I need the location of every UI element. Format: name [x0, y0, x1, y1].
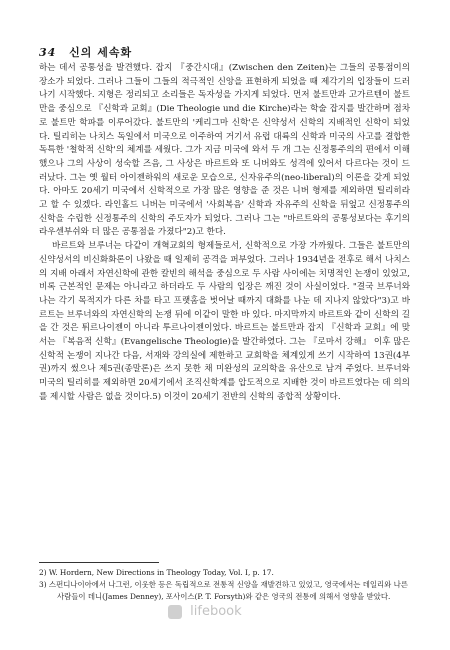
paragraph-2: 바르트와 브루너는 다같이 개혁교회의 형제들로서, 신학적으로 가장 가까웠다. 그들은 불트만의 신약성서의 비신화화론이 나왔을 때 일제히 공격을 퍼부었다. 그러나 1934년을 전후로 해서 나치스의 지배 아래서 자연신학에 관한 칼빈의 해석을 중심으로 두 사람 사이에는 치명적인 논쟁이 있었고, 비록 근본적인 문제는 아니라고 하더라도 두 사람의 입장은 깨진 것이 사실이었다. "결국 브루너와 나는 각기 목적지가 다른 차를 타고 프랫홈을 벗어날 때까지 대화를 나눈 데 지나지 않았다"3)고 바르트는 브루너와의 자연신학의 논쟁 뒤에 이같이 말한 바 있다. 마지막까지 바르트와 같이 신학의 길을 간 것은 튀르나이젠이 아니라 투르나이젠이었다. 바르트는 불트만과 잡지 『신학과 교회』에 맞서는 『복음적 신학』(Evangelische Theologie)을 발간하였다. 그는 『로마서 강해』 이후 많은 신학적 논쟁이 지나간 다음, 서재와 강의실에 제한하고 교회학을 체계있게 쓰기 시작하여 13권(4부 권)까지 썼으나 제5권(종말론)은 쓰지 못한 채 미완성의 교의학을 유산으로 남겨 주었다. 브루너와 미국의 틸리히를 제외하면 20세기에서 조직신학계를 압도적으로 지배한 것이 바르트였다는 데 의의를 제시할 사람은 없을 것이다.5) 이것이 20세기 전반의 신학의 종합적 상황이다. — [39, 241, 410, 402]
chapter-title: 신의 세속화 — [69, 46, 133, 59]
footnote-3: 3) 스펀디나이아에서 나그런, 이웃한 등은 독립적으로 전통적 신앙을 재발견하고 있었고, 영국에서는 데일리와 나른 사람들이 데니(James Denney), 포사이스(P. T. Forsyth)와 같은 영국의 전통에 의해서 영향을 받았다. — [39, 580, 408, 601]
footnotes — [39, 567, 410, 603]
footnote-2: 2) W. Hordern, New Directions in Theology Today, Vol. I, p. 17. — [39, 568, 274, 577]
page-number: 34 — [39, 46, 57, 59]
watermark — [168, 604, 242, 619]
paragraph-1: 하는 데서 공통성을 발견했다. 잡지 『중간시대』(Zwischen den Zeiten)는 그들의 공통점이의 장소가 되었다. 그러나 그들이 그들의 적극적인 신앙을 표현하게 되었을 때 제각기의 입장들이 드러나기 시작했다. 지형은 정리되고 소리들은 독자성을 가지게 되었다. 먼저 불트만과 고가르텐이 불트만을 중심으로 『신학과 교회』(Die Theologie und die Kirche)라는 학술 잡지를 발간하며 점차로 불트만 학파를 이루어갔다. 불트만의 '케리그마 신학'은 신약성서 신학의 지배적인 신학이 되었다. 틸리히는 나치스 독일에서 미국으로 이주하여 거기서 유럽 대륙의 신학과 미국의 사고를 결합한 독특한 '철학적 신학'의 체계를 세웠다. 그가 지금 미국에 와서 두 개 그는 신정통주의의 편에서 이해했으나 그의 사상이 성숙할 즈음, 그 사상은 바르트와 또 니버와도 성격에 있어서 다르다는 것이 드러났다. 그는 옛 월터 아이젠하워의 새로운 모습으로, 신자유주의(neo-liberal)의 이론을 갖게 되었다. 아마도 20세기 미국에서 신학적으로 가장 많은 영향을 준 것은 니버 형제를 제외하면 틸리히라고 할 수 있겠다. 라인홀드 니버는 미국에서 '사회복음' 신학과 자유주의 신학을 뒤엎고 신정통주의 신학을 수립한 신정통주의 신학의 주도자가 되었다. 그러나 그는 "바르트와의 공통성보다는 후기의 라우센부쉬와 더 많은 공통점을 가졌다"2)고 한다. — [39, 63, 410, 238]
watermark-text: lifebook — [190, 604, 242, 619]
running-header — [39, 44, 132, 60]
body-text — [39, 62, 410, 405]
footnote-divider — [39, 562, 159, 563]
book-icon — [168, 605, 182, 619]
